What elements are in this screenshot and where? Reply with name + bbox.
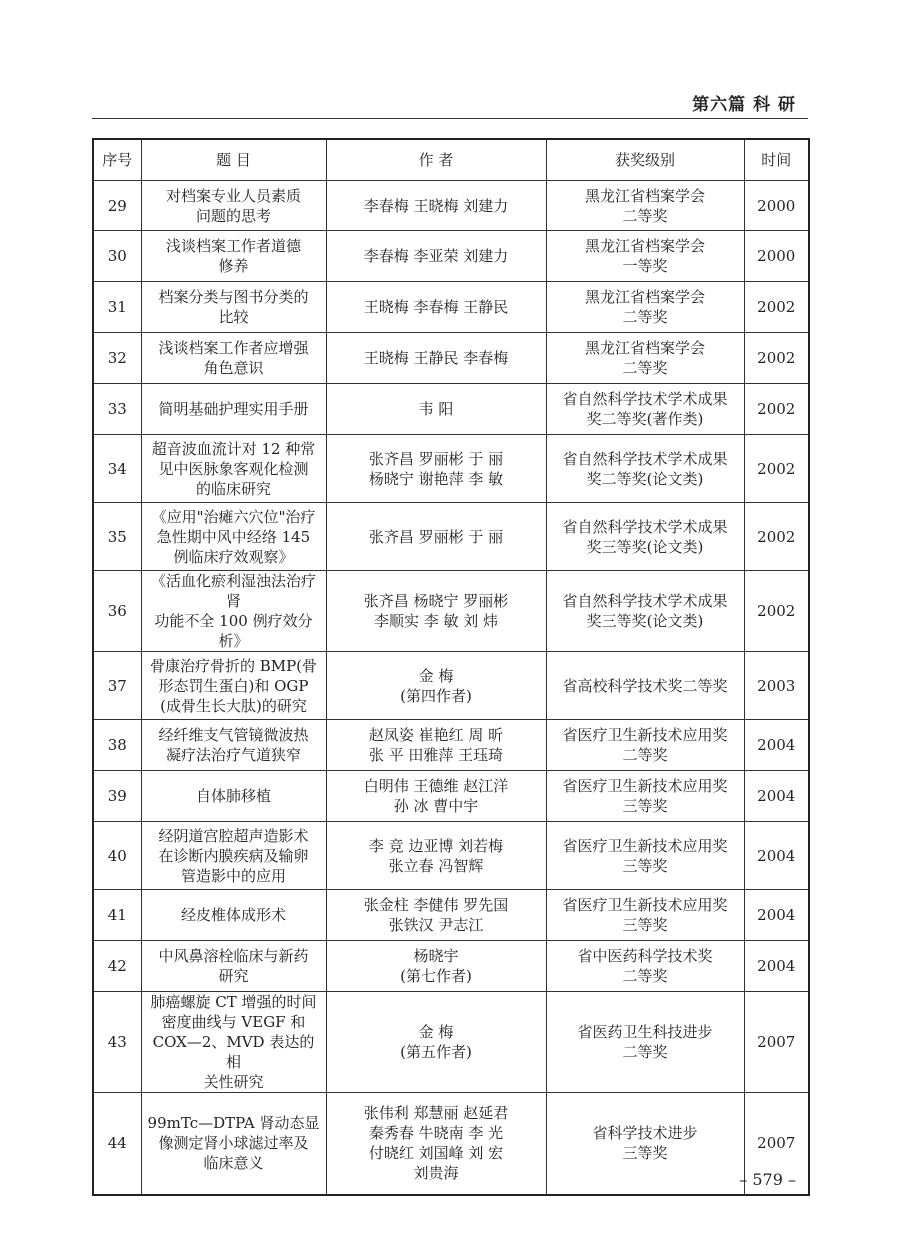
cell-authors: 白明伟 王德维 赵江洋 孙 冰 曹中宇 <box>326 771 546 822</box>
table-row <box>93 435 809 503</box>
cell-title: 骨康治疗骨折的 BMP(骨 形态罚生蛋白)和 OGP (成骨生长大肽)的研究 <box>141 652 326 720</box>
cell-no: 43 <box>93 992 141 1093</box>
cell-authors: 李春梅 李亚荣 刘建力 <box>326 231 546 282</box>
table-row <box>93 1093 809 1195</box>
cell-award: 省医疗卫生新技术应用奖 三等奖 <box>546 890 744 941</box>
table-row <box>93 231 809 282</box>
header-rule <box>92 118 808 119</box>
table-body <box>93 181 809 1195</box>
column-header-title: 题 目 <box>141 139 326 181</box>
cell-authors: 赵凤姿 崔艳红 周 昕 张 平 田雅萍 王珏琦 <box>326 720 546 771</box>
table-row <box>93 771 809 822</box>
table-row <box>93 992 809 1093</box>
cell-award: 黑龙江省档案学会 二等奖 <box>546 333 744 384</box>
cell-year: 2004 <box>744 771 809 822</box>
table-row <box>93 503 809 571</box>
cell-authors: 张金柱 李健伟 罗先国 张铁汉 尹志江 <box>326 890 546 941</box>
cell-title: 99mTc—DTPA 肾动态显 像测定肾小球滤过率及 临床意义 <box>141 1093 326 1195</box>
awards-table <box>92 138 810 1196</box>
cell-award: 黑龙江省档案学会 二等奖 <box>546 181 744 231</box>
cell-authors: 韦 阳 <box>326 384 546 435</box>
cell-year: 2002 <box>744 384 809 435</box>
cell-award: 省高校科学技术奖二等奖 <box>546 652 744 720</box>
cell-year: 2007 <box>744 992 809 1093</box>
cell-year: 2004 <box>744 822 809 890</box>
cell-award: 省医疗卫生新技术应用奖 三等奖 <box>546 822 744 890</box>
cell-year: 2000 <box>744 181 809 231</box>
page-number: – 579 – <box>739 1170 796 1189</box>
cell-no: 41 <box>93 890 141 941</box>
cell-award: 省医药卫生科技进步 二等奖 <box>546 992 744 1093</box>
table-row <box>93 822 809 890</box>
cell-no: 38 <box>93 720 141 771</box>
cell-title: 浅谈档案工作者应增强 角色意识 <box>141 333 326 384</box>
cell-year: 2002 <box>744 333 809 384</box>
cell-no: 42 <box>93 941 141 992</box>
cell-award: 黑龙江省档案学会 一等奖 <box>546 231 744 282</box>
cell-year: 2004 <box>744 941 809 992</box>
cell-award: 省中医药科学技术奖 二等奖 <box>546 941 744 992</box>
cell-title: 肺癌螺旋 CT 增强的时间 密度曲线与 VEGF 和 COX—2、MVD 表达的相 关性研究 <box>141 992 326 1093</box>
cell-title: 《活血化瘀利湿浊法治疗肾 功能不全 100 例疗效分析》 <box>141 571 326 652</box>
cell-authors: 王晓梅 王静民 李春梅 <box>326 333 546 384</box>
cell-no: 34 <box>93 435 141 503</box>
column-header-no: 序号 <box>93 139 141 181</box>
cell-title: 《应用"治瘫六穴位"治疗 急性期中风中经络 145 例临床疗效观察》 <box>141 503 326 571</box>
cell-no: 32 <box>93 333 141 384</box>
cell-authors: 张伟利 郑慧丽 赵延君 秦秀春 牛晓南 李 光 付晓红 刘国峰 刘 宏 刘贵海 <box>326 1093 546 1195</box>
cell-title: 经纤维支气管镜微波热 凝疗法治疗气道狭窄 <box>141 720 326 771</box>
cell-year: 2004 <box>744 890 809 941</box>
cell-authors: 杨晓宇 (第七作者) <box>326 941 546 992</box>
cell-award: 省医疗卫生新技术应用奖 二等奖 <box>546 720 744 771</box>
column-header-year: 时间 <box>744 139 809 181</box>
cell-no: 31 <box>93 282 141 333</box>
cell-title: 中风鼻溶栓临床与新药 研究 <box>141 941 326 992</box>
cell-award: 省医疗卫生新技术应用奖 三等奖 <box>546 771 744 822</box>
cell-no: 37 <box>93 652 141 720</box>
cell-year: 2002 <box>744 503 809 571</box>
table-row <box>93 181 809 231</box>
table-row <box>93 890 809 941</box>
table-row <box>93 384 809 435</box>
table-row <box>93 941 809 992</box>
cell-award: 省科学技术进步 三等奖 <box>546 1093 744 1195</box>
cell-authors: 张齐昌 杨晓宁 罗丽彬 李顺实 李 敏 刘 炜 <box>326 571 546 652</box>
cell-year: 2007 <box>744 1093 809 1195</box>
cell-year: 2000 <box>744 231 809 282</box>
cell-title: 超音波血流计对 12 种常 见中医脉象客观化检测 的临床研究 <box>141 435 326 503</box>
cell-authors: 张齐昌 罗丽彬 于 丽 <box>326 503 546 571</box>
cell-year: 2003 <box>744 652 809 720</box>
chapter-title: 第六篇 科 研 <box>692 95 796 115</box>
cell-no: 29 <box>93 181 141 231</box>
cell-authors: 金 梅 (第四作者) <box>326 652 546 720</box>
cell-title: 自体肺移植 <box>141 771 326 822</box>
column-header-award: 获奖级别 <box>546 139 744 181</box>
cell-award: 省自然科学技术学术成果 奖二等奖(论文类) <box>546 435 744 503</box>
cell-no: 40 <box>93 822 141 890</box>
table-row <box>93 652 809 720</box>
table-header-row <box>93 139 809 181</box>
cell-title: 对档案专业人员素质 问题的思考 <box>141 181 326 231</box>
cell-year: 2004 <box>744 720 809 771</box>
table-row <box>93 571 809 652</box>
cell-no: 39 <box>93 771 141 822</box>
cell-award: 省自然科学技术学术成果 奖二等奖(著作类) <box>546 384 744 435</box>
cell-no: 44 <box>93 1093 141 1195</box>
cell-authors: 金 梅 (第五作者) <box>326 992 546 1093</box>
cell-award: 黑龙江省档案学会 二等奖 <box>546 282 744 333</box>
cell-year: 2002 <box>744 435 809 503</box>
cell-no: 33 <box>93 384 141 435</box>
cell-authors: 李春梅 王晓梅 刘建力 <box>326 181 546 231</box>
cell-award: 省自然科学技术学术成果 奖三等奖(论文类) <box>546 503 744 571</box>
cell-title: 浅谈档案工作者道德 修养 <box>141 231 326 282</box>
cell-award: 省自然科学技术学术成果 奖三等奖(论文类) <box>546 571 744 652</box>
cell-title: 经皮椎体成形术 <box>141 890 326 941</box>
cell-authors: 王晓梅 李春梅 王静民 <box>326 282 546 333</box>
cell-year: 2002 <box>744 282 809 333</box>
table-row <box>93 282 809 333</box>
cell-no: 35 <box>93 503 141 571</box>
column-header-authors: 作 者 <box>326 139 546 181</box>
cell-no: 30 <box>93 231 141 282</box>
cell-title: 简明基础护理实用手册 <box>141 384 326 435</box>
table-row <box>93 333 809 384</box>
cell-year: 2002 <box>744 571 809 652</box>
table-row <box>93 720 809 771</box>
cell-authors: 李 竞 边亚博 刘若梅 张立春 冯智辉 <box>326 822 546 890</box>
cell-no: 36 <box>93 571 141 652</box>
cell-authors: 张齐昌 罗丽彬 于 丽 杨晓宁 谢艳萍 李 敏 <box>326 435 546 503</box>
cell-title: 档案分类与图书分类的 比较 <box>141 282 326 333</box>
cell-title: 经阴道宫腔超声造影术 在诊断内膜疾病及输卵 管造影中的应用 <box>141 822 326 890</box>
